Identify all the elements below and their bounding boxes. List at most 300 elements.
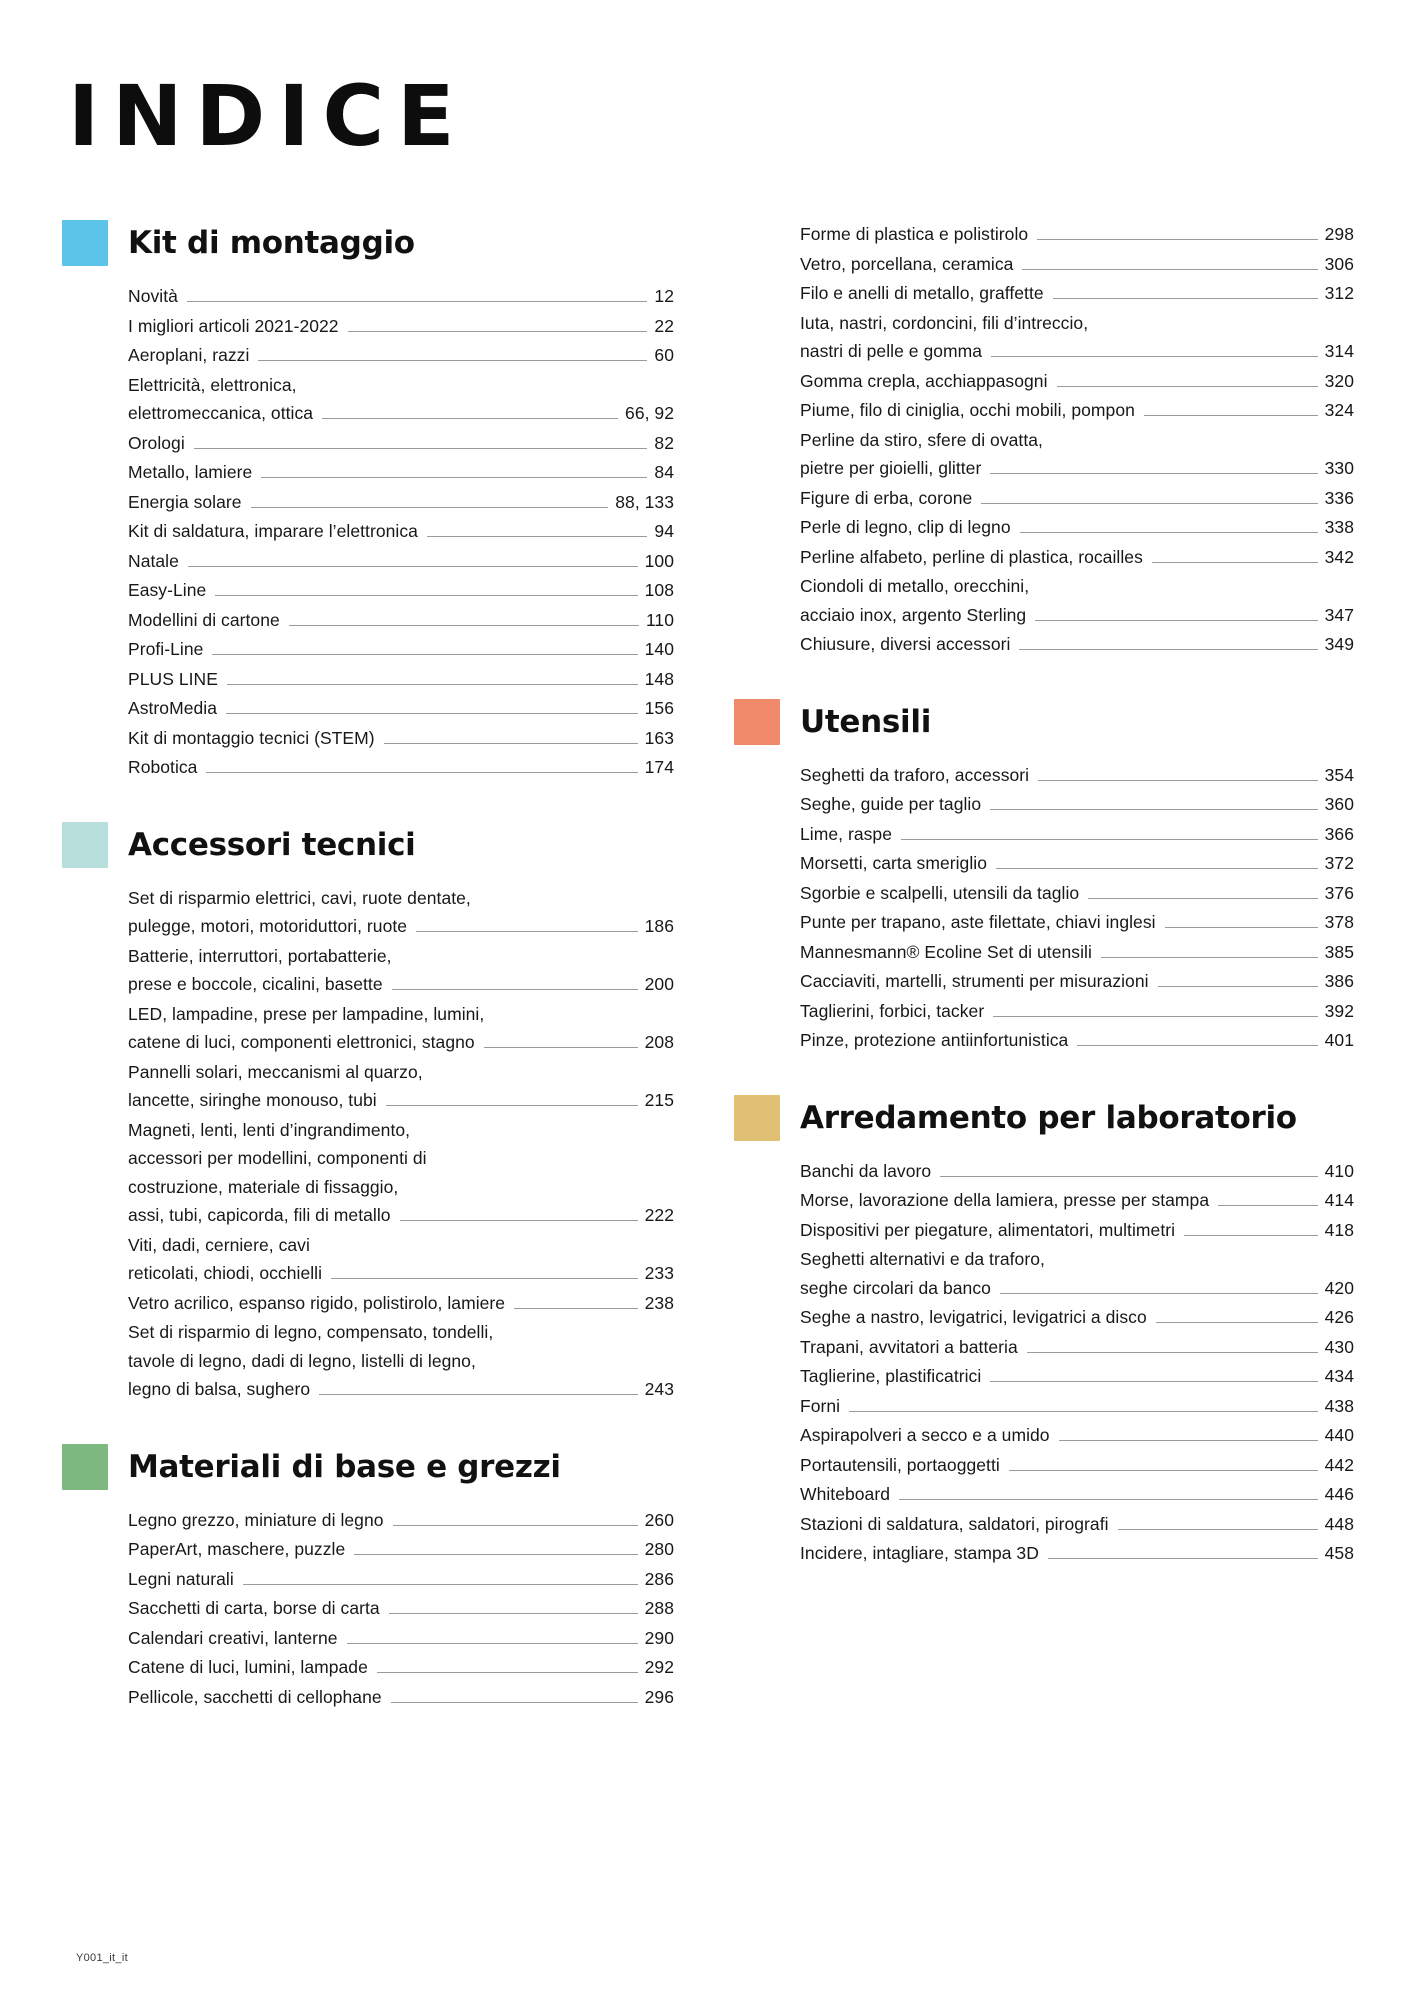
entry-label: Calendari creativi, lanterne — [128, 1627, 338, 1648]
entry-label: Morse, lavorazione della lamiera, presse per stampa — [800, 1190, 1210, 1210]
entry-label: prese e boccole, cicalini, basette — [128, 974, 383, 994]
index-entry[interactable] — [128, 694, 674, 723]
index-entry[interactable] — [128, 606, 674, 635]
leader-line — [981, 503, 1317, 504]
index-entry[interactable] — [800, 1245, 1354, 1302]
index-entry[interactable] — [800, 1303, 1354, 1332]
entry-line-final — [800, 1157, 1354, 1186]
index-entry[interactable] — [800, 1157, 1354, 1186]
leader-line — [400, 1220, 638, 1221]
leader-line — [1165, 927, 1318, 928]
entry-line-final — [800, 220, 1354, 249]
entry-line-final — [800, 761, 1354, 790]
entry-label: Metallo, lamiere — [128, 462, 253, 482]
entry-page-number: 372 — [1324, 853, 1354, 873]
section-title: Accessori tecnici — [128, 826, 416, 863]
entry-line-final — [800, 938, 1354, 967]
entry-page-number: 140 — [644, 639, 674, 659]
leader-line — [1019, 649, 1317, 650]
entry-label: Viti, dadi, cerniere, cavi — [128, 1234, 310, 1255]
entry-line-final — [800, 1216, 1354, 1245]
leader-line — [258, 360, 647, 361]
entry-page-number: 347 — [1324, 604, 1354, 625]
index-entry[interactable] — [128, 1653, 674, 1682]
entry-line-final — [128, 547, 674, 576]
leader-line — [899, 1499, 1318, 1500]
entry-label: Banchi da lavoro — [800, 1160, 932, 1181]
entry-page-number: 200 — [644, 974, 674, 994]
entry-label: Catene di luci, lumini, lampade — [128, 1657, 368, 1677]
entry-line-final — [800, 601, 1354, 630]
index-entry[interactable] — [128, 429, 674, 458]
entry-page-number: 174 — [644, 757, 674, 777]
leader-line — [996, 868, 1318, 869]
index-entry[interactable] — [800, 309, 1354, 366]
leader-line — [347, 1643, 638, 1644]
index-entry[interactable] — [128, 884, 674, 941]
index-entry[interactable] — [128, 1000, 674, 1057]
leader-line — [1152, 562, 1318, 563]
index-entry[interactable] — [800, 426, 1354, 483]
index-entry[interactable] — [800, 820, 1354, 849]
leader-line — [386, 1105, 638, 1106]
index-entry[interactable] — [800, 1333, 1354, 1362]
entry-label: Seghe, guide per taglio — [800, 794, 982, 814]
entry-label: Modellini di cartone — [128, 609, 280, 630]
entry-label: Ciondoli di metallo, orecchini, — [800, 576, 1030, 596]
entry-label: Perle di legno, clip di legno — [800, 517, 1011, 537]
leader-line — [319, 1250, 667, 1251]
entry-line-final — [128, 694, 674, 723]
section-color-swatch — [734, 699, 780, 745]
entry-page-number: 426 — [1324, 1307, 1354, 1327]
entry-line-continued — [128, 1231, 674, 1260]
index-entry[interactable] — [128, 371, 674, 428]
entry-line-continued — [128, 942, 674, 971]
index-entry[interactable] — [128, 1231, 674, 1288]
leader-line — [306, 390, 667, 391]
entry-label: LED, lampadine, prese per lampadine, lumini, — [128, 1003, 485, 1024]
entry-label: Legno grezzo, miniature di legno — [128, 1509, 384, 1530]
leader-line — [993, 1016, 1317, 1017]
entry-line-continued — [128, 1318, 674, 1347]
index-entry[interactable] — [800, 513, 1354, 542]
entry-line-final — [800, 1333, 1354, 1362]
entry-line-final — [800, 790, 1354, 819]
entry-label: Aeroplani, razzi — [128, 345, 250, 365]
index-entry[interactable] — [800, 484, 1354, 513]
entry-line-final — [128, 1565, 674, 1594]
section-color-swatch — [62, 822, 108, 868]
entry-line-final — [800, 279, 1354, 308]
entry-page-number: 440 — [1324, 1425, 1354, 1445]
entry-line-final — [128, 576, 674, 605]
leader-line — [1097, 328, 1347, 329]
entry-line-final — [800, 967, 1354, 996]
entry-label: Forni — [800, 1395, 841, 1416]
index-entry[interactable] — [128, 282, 674, 311]
entry-label: lancette, siringhe monouso, tubi — [128, 1090, 377, 1110]
section-header-kit-di-montaggio — [62, 220, 674, 266]
index-entry[interactable] — [800, 1510, 1354, 1539]
entry-label: Kit di montaggio tecnici (STEM) — [128, 727, 375, 748]
entry-list — [128, 1506, 674, 1712]
index-entry[interactable] — [800, 250, 1354, 279]
leader-line — [416, 931, 638, 932]
entry-label: Figure di erba, corone — [800, 487, 973, 508]
entry-line-final — [800, 454, 1354, 483]
entry-page-number: 286 — [644, 1568, 674, 1589]
index-entry[interactable] — [800, 1026, 1354, 1055]
index-entry[interactable] — [800, 879, 1354, 908]
section-color-swatch — [62, 1444, 108, 1490]
entry-line-final — [128, 488, 674, 517]
entry-label: Lime, raspe — [800, 823, 892, 844]
entry-page-number: 12 — [654, 286, 674, 306]
index-entry[interactable] — [800, 938, 1354, 967]
entry-page-number: 414 — [1324, 1190, 1354, 1210]
index-entry[interactable] — [800, 543, 1354, 572]
entry-line-final — [128, 1653, 674, 1682]
leader-line — [1054, 1264, 1347, 1265]
leader-line — [206, 772, 637, 773]
entry-line-continued — [800, 1245, 1354, 1274]
leader-line — [1057, 386, 1318, 387]
entry-line-final — [128, 341, 674, 370]
leader-line — [419, 1135, 667, 1136]
leader-line — [243, 1584, 638, 1585]
index-entry[interactable] — [800, 367, 1354, 396]
leader-line — [1053, 298, 1318, 299]
entry-line-final — [128, 1594, 674, 1623]
leader-line — [1037, 239, 1317, 240]
entry-line-continued — [128, 371, 674, 400]
entry-line-final — [128, 1535, 674, 1564]
entry-label: Novità — [128, 286, 178, 306]
entry-page-number: 448 — [1324, 1513, 1354, 1534]
index-entry[interactable] — [800, 1480, 1354, 1509]
entry-label: costruzione, materiale di fissaggio, — [128, 1176, 399, 1197]
leader-line — [194, 448, 648, 449]
entry-list — [128, 282, 674, 782]
index-entry[interactable] — [128, 1565, 674, 1594]
index-columns — [62, 220, 1354, 1751]
entry-page-number: 186 — [644, 916, 674, 936]
leader-line — [1088, 898, 1317, 899]
right-column — [708, 220, 1354, 1608]
leader-line — [348, 331, 648, 332]
index-entry[interactable] — [800, 1362, 1354, 1391]
index-entry[interactable] — [128, 1683, 674, 1712]
entry-page-number: 243 — [644, 1379, 674, 1399]
index-entry[interactable] — [800, 1539, 1354, 1568]
entry-page-number: 376 — [1324, 882, 1354, 903]
leader-line — [331, 1278, 638, 1279]
leader-line — [1077, 1045, 1317, 1046]
entry-line-final — [128, 282, 674, 311]
index-entry[interactable] — [128, 517, 674, 546]
entry-page-number: 401 — [1324, 1030, 1354, 1050]
entry-page-number: 163 — [644, 727, 674, 748]
entry-page-number: 290 — [644, 1627, 674, 1648]
leader-line — [485, 1366, 667, 1367]
entry-label: elettromeccanica, ottica — [128, 403, 314, 423]
index-entry[interactable] — [128, 753, 674, 782]
index-entry[interactable] — [128, 576, 674, 605]
entry-page-number: 434 — [1324, 1366, 1354, 1386]
entry-label: pietre per gioielli, glitter — [800, 458, 982, 478]
entry-line-final — [128, 399, 674, 428]
entry-line-final — [128, 1028, 674, 1057]
entry-page-number: 360 — [1324, 794, 1354, 814]
entry-line-final — [128, 912, 674, 941]
entry-line-final — [128, 1624, 674, 1653]
entry-label: seghe circolari da banco — [800, 1277, 991, 1298]
entry-page-number: 336 — [1324, 487, 1354, 508]
entry-list — [800, 220, 1354, 659]
leader-line — [1158, 986, 1318, 987]
leader-line — [1059, 1440, 1318, 1441]
index-entry[interactable] — [128, 942, 674, 999]
index-entry[interactable] — [800, 849, 1354, 878]
leader-line — [401, 961, 667, 962]
entry-line-final — [800, 337, 1354, 366]
section-title: Materiali di base e grezzi — [128, 1448, 561, 1485]
entry-page-number: 392 — [1324, 1000, 1354, 1021]
page-title: INDICE — [68, 67, 468, 165]
entry-label: Seghetti da traforo, accessori — [800, 764, 1030, 785]
entry-label: Sgorbie e scalpelli, utensili da taglio — [800, 882, 1080, 903]
index-entry[interactable] — [128, 1058, 674, 1115]
entry-label: Seghe a nastro, levigatrici, levigatrici a disco — [800, 1307, 1147, 1327]
entry-page-number: 82 — [654, 432, 674, 453]
index-entry[interactable] — [800, 967, 1354, 996]
entry-page-number: 110 — [645, 609, 674, 630]
entry-label: Iuta, nastri, cordoncini, fili d’intreccio, — [800, 312, 1089, 333]
entry-label: Pannelli solari, meccanismi al quarzo, — [128, 1061, 423, 1082]
leader-line — [1009, 1470, 1318, 1471]
entry-page-number: 314 — [1324, 341, 1354, 361]
leader-line — [1048, 1558, 1318, 1559]
entry-line-continued — [128, 1144, 674, 1173]
index-entry[interactable] — [800, 997, 1354, 1026]
leader-line — [187, 301, 648, 302]
leader-line — [514, 1308, 638, 1309]
index-entry[interactable] — [128, 547, 674, 576]
entry-line-final — [800, 1186, 1354, 1215]
entry-label: Chiusure, diversi accessori — [800, 634, 1011, 654]
leader-line — [502, 1337, 667, 1338]
leader-line — [1038, 780, 1318, 781]
entry-label: Magneti, lenti, lenti d’ingrandimento, — [128, 1119, 411, 1140]
index-entry[interactable] — [128, 1624, 674, 1653]
entry-line-final — [128, 429, 674, 458]
leader-line — [1027, 1352, 1318, 1353]
index-entry[interactable] — [128, 665, 674, 694]
leader-line — [990, 1381, 1317, 1382]
leader-line — [354, 1554, 637, 1555]
entry-label: Profi-Line — [128, 639, 204, 659]
index-entry[interactable] — [800, 220, 1354, 249]
entry-line-continued — [128, 1058, 674, 1087]
index-entry[interactable] — [128, 1594, 674, 1623]
index-entry[interactable] — [128, 1289, 674, 1318]
leader-line — [384, 743, 638, 744]
entry-list — [128, 884, 674, 1404]
index-entry[interactable] — [800, 572, 1354, 629]
index-entry[interactable] — [128, 341, 674, 370]
entry-page-number: 330 — [1324, 458, 1354, 478]
entry-page-number: 324 — [1324, 400, 1354, 420]
index-entry[interactable] — [128, 724, 674, 753]
entry-label: AstroMedia — [128, 698, 218, 718]
leader-line — [1038, 591, 1347, 592]
entry-line-continued — [800, 426, 1354, 455]
leader-line — [436, 1163, 667, 1164]
entry-page-number: 280 — [644, 1539, 674, 1559]
entry-line-final — [128, 635, 674, 664]
index-entry[interactable] — [128, 1318, 674, 1404]
index-entry[interactable] — [128, 312, 674, 341]
entry-line-final — [128, 1683, 674, 1712]
leader-line — [493, 1019, 667, 1020]
entry-label: Vetro acrilico, espanso rigido, polistirolo, lamiere — [128, 1292, 506, 1313]
section-color-swatch — [734, 1095, 780, 1141]
index-entry[interactable] — [800, 279, 1354, 308]
leader-line — [427, 536, 648, 537]
index-entry[interactable] — [800, 1421, 1354, 1450]
entry-line-continued — [128, 1173, 674, 1202]
entry-label: Punte per trapano, aste filettate, chiavi inglesi — [800, 912, 1156, 932]
entry-page-number: 66, 92 — [625, 403, 674, 423]
entry-label: pulegge, motori, motoriduttori, ruote — [128, 916, 408, 936]
entry-label: Orologi — [128, 432, 185, 453]
leader-line — [991, 356, 1318, 357]
index-entry[interactable] — [800, 790, 1354, 819]
entry-page-number: 208 — [644, 1032, 674, 1052]
entry-page-number: 298 — [1324, 224, 1354, 244]
leader-line — [391, 1702, 638, 1703]
entry-label: Gomma crepla, acchiappasogni — [800, 370, 1048, 391]
entry-line-final — [800, 513, 1354, 542]
entry-label: tavole di legno, dadi di legno, listelli di legno, — [128, 1350, 476, 1371]
entry-label: Pinze, protezione antiinfortunistica — [800, 1030, 1069, 1050]
entry-page-number: 410 — [1324, 1160, 1354, 1181]
entry-label: Trapani, avvitatori a batteria — [800, 1336, 1018, 1357]
entry-label: acciaio inox, argento Sterling — [800, 604, 1027, 625]
entry-label: nastri di pelle e gomma — [800, 341, 983, 361]
entry-line-final — [800, 820, 1354, 849]
leader-line — [484, 1047, 638, 1048]
entry-page-number: 292 — [644, 1657, 674, 1677]
entry-label: Sacchetti di carta, borse di carta — [128, 1598, 380, 1618]
index-entry[interactable] — [128, 1506, 674, 1535]
index-entry[interactable] — [800, 1392, 1354, 1421]
entry-line-final — [800, 997, 1354, 1026]
leader-line — [1000, 1293, 1318, 1294]
section-header-materiali-di-base-e-grezzi — [62, 1444, 674, 1490]
leader-line — [990, 809, 1317, 810]
entry-page-number: 366 — [1324, 823, 1354, 844]
entry-page-number: 342 — [1324, 546, 1354, 567]
entry-label: Piume, filo di ciniglia, occhi mobili, pompon — [800, 400, 1135, 420]
index-entry[interactable] — [800, 1216, 1354, 1245]
leader-line — [251, 507, 609, 508]
entry-label: Forme di plastica e polistirolo — [800, 224, 1029, 244]
entry-line-final — [128, 1201, 674, 1230]
leader-line — [990, 473, 1317, 474]
entry-list — [800, 761, 1354, 1055]
entry-label: Set di risparmio di legno, compensato, tondelli, — [128, 1322, 494, 1342]
entry-label: Natale — [128, 550, 179, 571]
index-entry[interactable] — [128, 458, 674, 487]
entry-label: Perline da stiro, sfere di ovatta, — [800, 429, 1043, 450]
leader-line — [393, 1525, 638, 1526]
index-entry[interactable] — [128, 635, 674, 664]
entry-line-final — [800, 1539, 1354, 1568]
entry-line-final — [128, 312, 674, 341]
entry-line-continued — [800, 572, 1354, 601]
entry-page-number: 296 — [644, 1686, 674, 1707]
entry-label: Mannesmann® Ecoline Set di utensili — [800, 941, 1092, 962]
index-entry[interactable] — [800, 630, 1354, 659]
entry-line-final — [800, 1274, 1354, 1303]
entry-line-final — [128, 458, 674, 487]
index-entry[interactable] — [128, 1116, 674, 1230]
index-entry[interactable] — [800, 1451, 1354, 1480]
index-entry[interactable] — [128, 1535, 674, 1564]
leader-line — [377, 1672, 638, 1673]
entry-label: accessori per modellini, componenti di — [128, 1148, 427, 1168]
entry-line-final — [800, 367, 1354, 396]
leader-line — [289, 625, 639, 626]
leader-line — [1020, 532, 1318, 533]
entry-page-number: 238 — [644, 1292, 674, 1313]
entry-page-number: 418 — [1324, 1219, 1354, 1240]
entry-label: PLUS LINE — [128, 668, 218, 689]
entry-page-number: 88, 133 — [615, 491, 674, 512]
entry-line-final — [800, 1026, 1354, 1055]
entry-page-number: 22 — [654, 315, 674, 336]
leader-line — [215, 595, 637, 596]
leader-line — [389, 1613, 638, 1614]
entry-page-number: 338 — [1324, 517, 1354, 537]
entry-page-number: 306 — [1324, 253, 1354, 274]
leader-line — [322, 418, 618, 419]
entry-line-continued — [128, 1116, 674, 1145]
leader-line — [1144, 415, 1318, 416]
entry-label: Incidere, intagliare, stampa 3D — [800, 1543, 1039, 1563]
index-entry[interactable] — [800, 761, 1354, 790]
entry-line-final — [800, 908, 1354, 937]
entry-line-final — [128, 665, 674, 694]
leader-line — [261, 477, 647, 478]
entry-label: Easy-Line — [128, 580, 207, 600]
entry-line-final — [128, 1375, 674, 1404]
entry-page-number: 94 — [654, 521, 674, 541]
leader-line — [1184, 1235, 1318, 1236]
index-entry[interactable] — [128, 488, 674, 517]
entry-label: Kit di saldatura, imparare l’elettronica — [128, 521, 418, 541]
index-entry[interactable] — [800, 908, 1354, 937]
leader-line — [940, 1176, 1317, 1177]
entry-page-number: 386 — [1324, 971, 1354, 991]
index-entry[interactable] — [800, 1186, 1354, 1215]
entry-page-number: 385 — [1324, 941, 1354, 962]
entry-line-continued — [128, 884, 674, 913]
leader-line — [1022, 269, 1317, 270]
index-entry[interactable] — [800, 396, 1354, 425]
